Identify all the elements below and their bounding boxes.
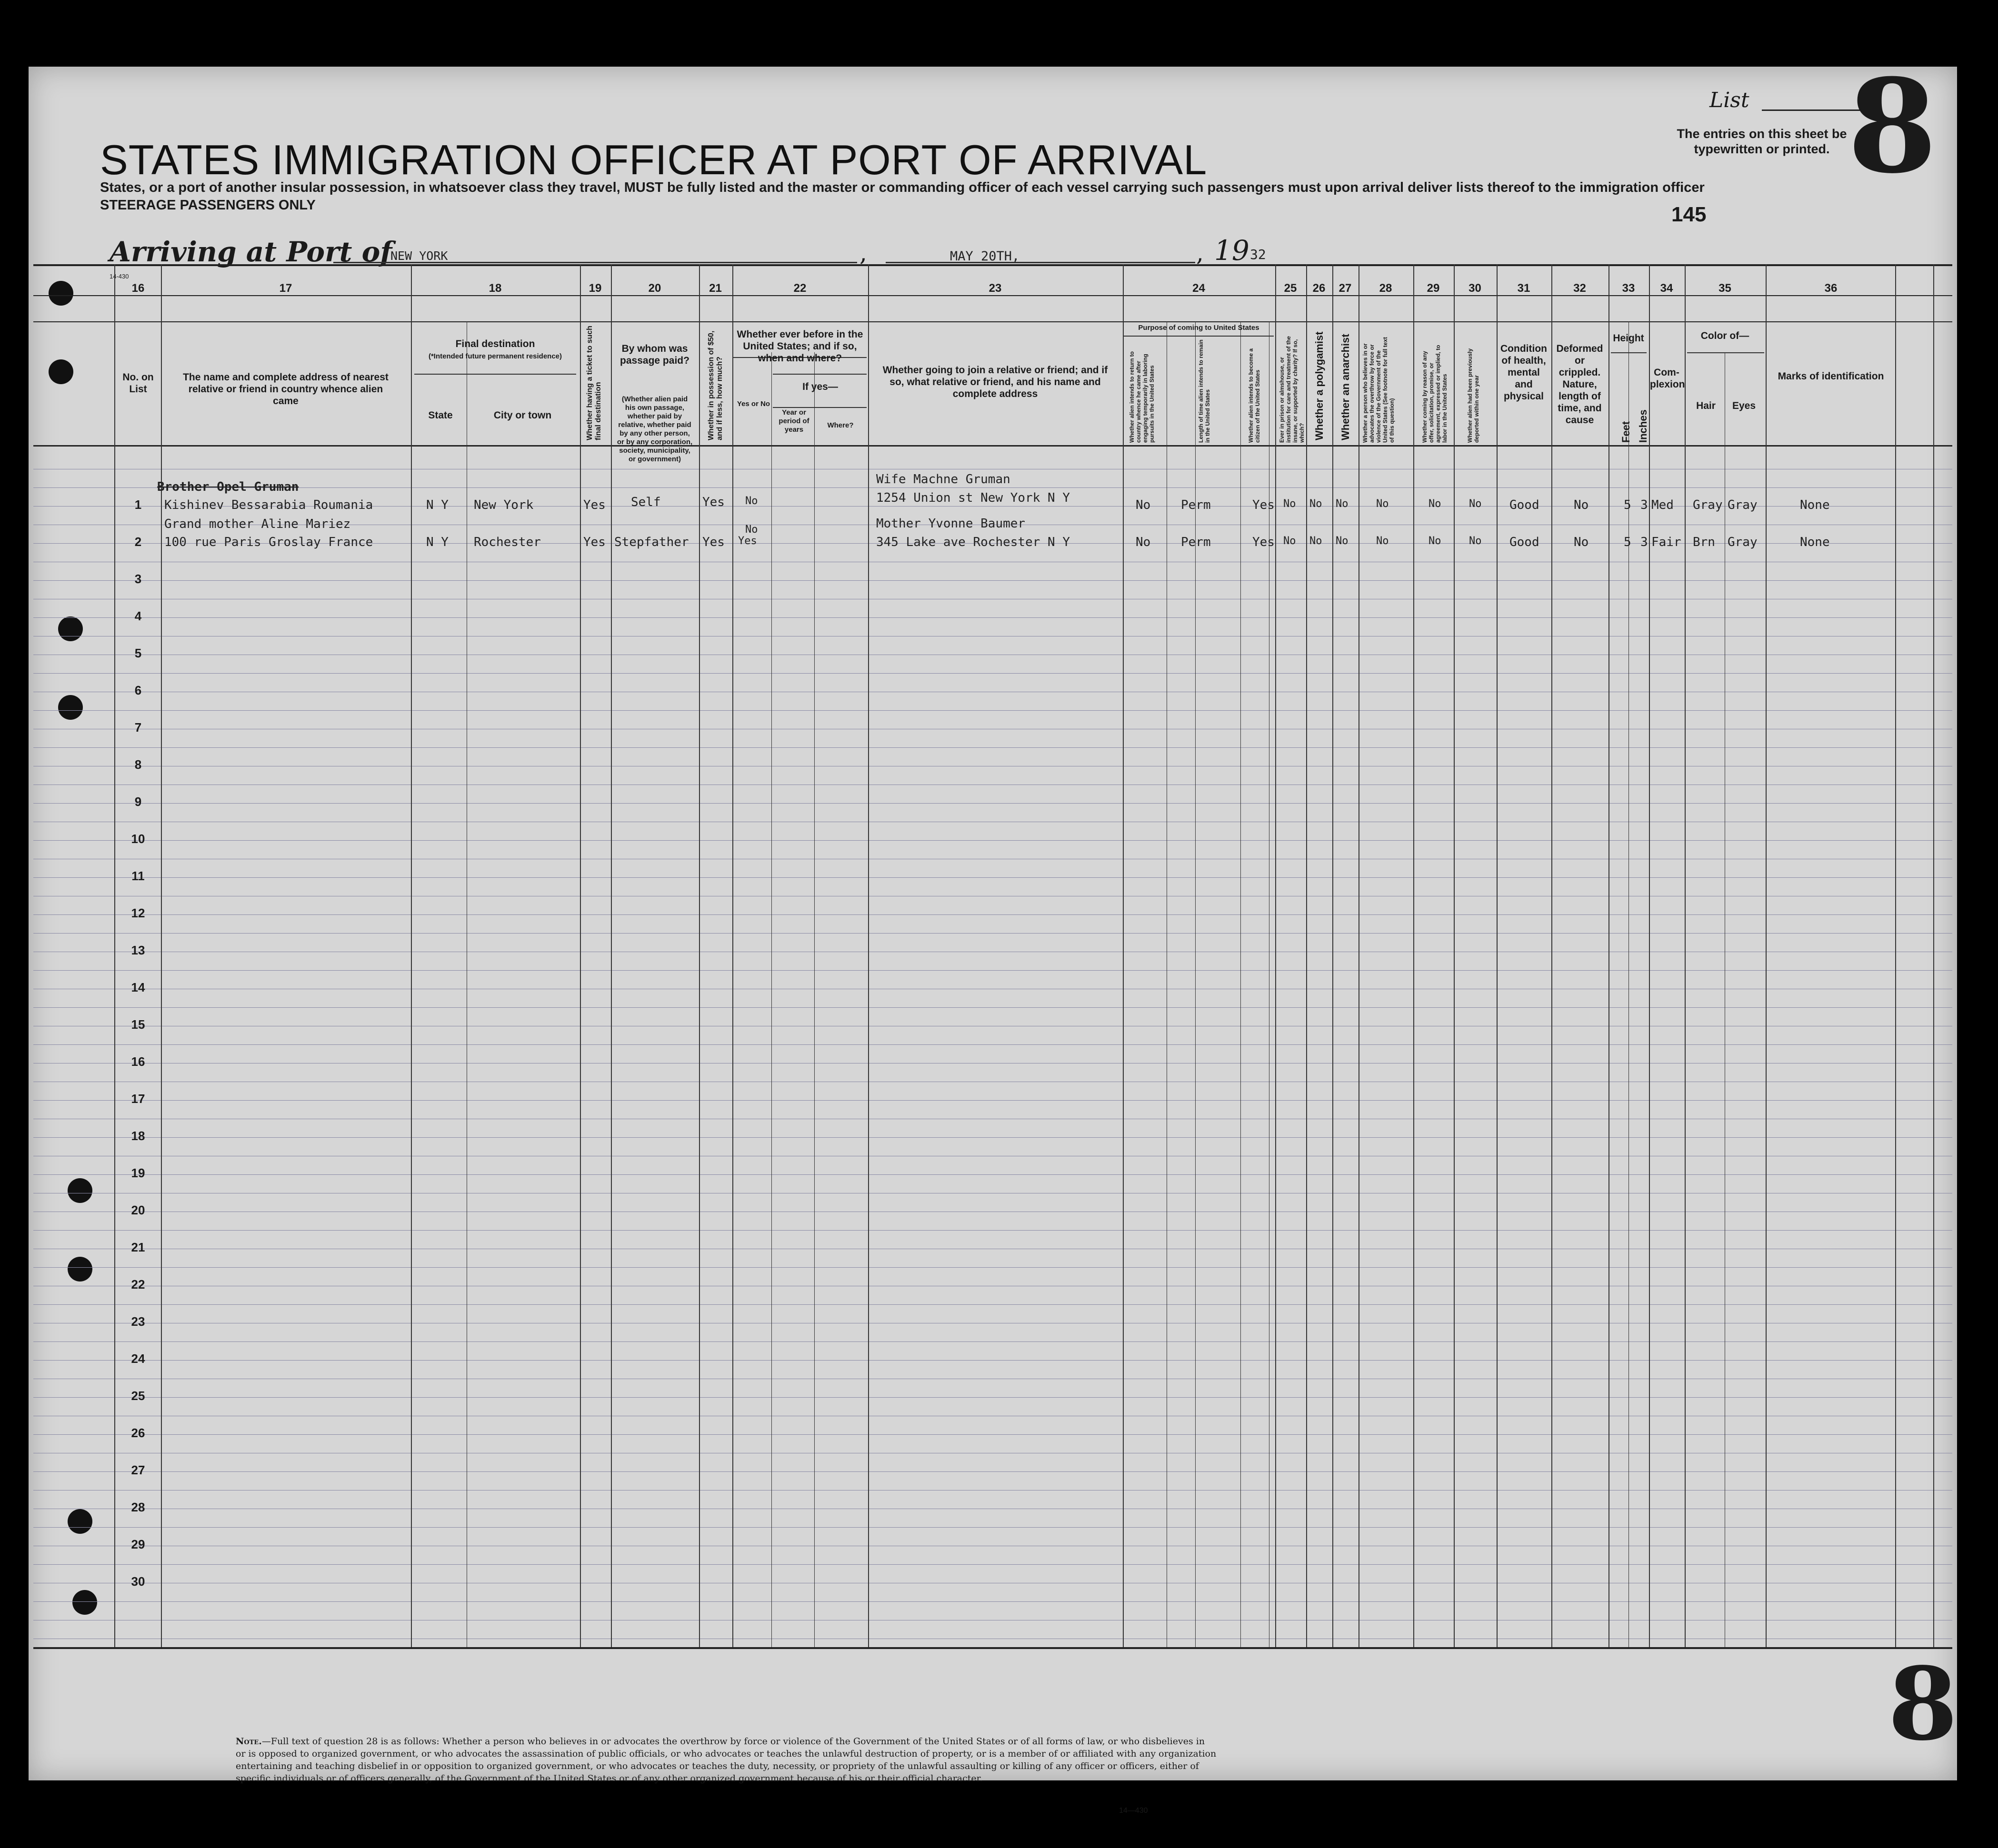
column-divider [1332, 264, 1333, 1647]
footnote-text: —Full text of question 28 is as follows: Whether a person who believes in or advocates the overthrow by force or violence of the Government of the United States or of all forms of law, or who disbelieves in or is opposed to organized government, or who advocates the assassination of public officials, or who advocates or teaches the unlawful destruction of property, or is a member of or affiliated with any organization entertaining and teaching disbelief in or opposition to organized government, or who advocates or teaches the duty, necessity, or propriety of the unlawful assaulting or killing of any officer or officers, either of specific individuals or of officers generally, of the Government of the United States or of any other organized government because of his or their official character. [236, 1736, 1217, 1784]
ruled-line [33, 710, 1952, 711]
header-ticket: Whether having a ticket to such final destination [586, 326, 602, 440]
row-number: 17 [131, 1092, 145, 1106]
header-where: Where? [827, 421, 854, 429]
ruled-line [33, 1564, 1952, 1565]
entry-2-return: No [1136, 535, 1151, 549]
entry-1-eyes: Gray [1728, 498, 1758, 512]
column-divider [1551, 264, 1552, 1647]
column-divider [1895, 264, 1896, 1647]
header-marks: Marks of identification [1778, 371, 1884, 382]
entry-1-join-name: Wife Machne Gruman [876, 472, 1010, 487]
table-top-border [33, 264, 1952, 266]
col-number: 25 [1284, 282, 1297, 295]
form-instructions: States, or a port of another insular possession, in whatsoever class they travel, MUST be fully listed and the master or commanding officer of each vessel carrying such passengers must upon arrival deliver lists thereof to the immigration officer [100, 180, 1705, 195]
sub-column-divider [814, 352, 815, 1647]
header-color-of: Color of— [1700, 330, 1749, 341]
ruled-line [33, 877, 1952, 878]
date-line [886, 262, 1195, 263]
entry-1-health: Good [1509, 498, 1539, 512]
header-state: State [428, 410, 453, 421]
entry-1-c29: No [1429, 498, 1441, 510]
header-sub-divider [1687, 352, 1764, 353]
entry-2-state: N Y [426, 535, 449, 549]
row-number: 7 [134, 720, 142, 735]
header-year: Year or period of years [779, 408, 809, 434]
entry-1-hair: Gray [1693, 498, 1723, 512]
row-number: 11 [131, 869, 145, 883]
row-number: 22 [131, 1277, 145, 1292]
ruled-line [33, 1044, 1952, 1045]
table-bottom-border [33, 1647, 1952, 1649]
sub-column-divider [1240, 321, 1241, 1647]
header-before-in-us: Whether ever before in the United States; and if so, when and where? [737, 329, 863, 364]
entry-2-c28: No [1376, 535, 1389, 547]
entry-2-c30: No [1469, 535, 1482, 547]
col-number: 21 [709, 282, 722, 295]
header-prison: Ever in prison or almshouse, or institution for care and treatment of the insane, or supported by charity? If so, which? [1279, 336, 1305, 443]
ruled-line [33, 580, 1952, 581]
entry-2-inches: 3 [1640, 535, 1648, 549]
header-overthrow: Whether a person who believes in or advocates the overthrow by force or violence of the Government of the United States (See footnote for full text of this question) [1362, 337, 1395, 443]
entry-2-complexion: Fair [1651, 535, 1681, 549]
header-height: Height [1613, 333, 1644, 344]
row-number: 13 [131, 943, 145, 957]
ruled-line [33, 1434, 1952, 1435]
ruled-line [33, 1007, 1952, 1008]
header-city: City or town [493, 410, 552, 421]
ruled-line [33, 970, 1952, 971]
col-number: 20 [648, 282, 661, 295]
header-length: Length of time alien intends to remain in the United States [1198, 339, 1211, 443]
row-number: 3 [134, 572, 142, 586]
column-divider [1685, 264, 1686, 1647]
header-join-relative: Whether going to join a relative or friend; and if so, what relative or friend, and his name and complete address [882, 365, 1108, 399]
entry-2-money: Yes [702, 535, 725, 549]
entry-1-state: N Y [426, 498, 449, 512]
entry-1-deformed: No [1574, 498, 1589, 512]
column-divider [161, 264, 162, 1647]
row-number: 23 [131, 1314, 145, 1329]
header-yes-no: Yes or No [737, 400, 770, 408]
header-sub-divider [414, 374, 576, 375]
row-number: 18 [131, 1129, 145, 1143]
entry-2-eyes: Gray [1728, 535, 1758, 549]
col-number: 23 [989, 282, 1002, 295]
col-number: 24 [1192, 282, 1205, 295]
row-number: 20 [131, 1203, 145, 1217]
header-deformed: Deformed or crippled. Nature, length of time, and cause [1556, 343, 1603, 426]
header-relative-address: The name and complete address of nearest relative or friend in country whence alien came [183, 372, 389, 407]
col-number: 22 [793, 282, 807, 295]
entry-2-c29: No [1429, 535, 1441, 547]
col-number: 32 [1573, 282, 1586, 295]
column-divider [1306, 264, 1307, 1647]
header-sub-divider [773, 407, 867, 408]
col-number: 35 [1718, 282, 1731, 295]
column-divider [1275, 264, 1276, 1647]
col-number: 26 [1312, 282, 1326, 295]
entry-2-c25: No [1283, 535, 1296, 547]
header-bottom-border [33, 445, 1952, 447]
header-purpose: Purpose of coming to United States [1138, 324, 1259, 332]
entry-1-before: No [745, 495, 758, 507]
entry-1-c26: No [1309, 498, 1322, 510]
column-divider [611, 264, 612, 1647]
footnote [236, 1735, 1217, 1785]
header-polygamist: Whether a polygamist [1313, 331, 1325, 440]
entry-1-money: Yes [702, 495, 725, 509]
ruled-line [33, 1341, 1952, 1342]
ruled-line [33, 1174, 1952, 1175]
punch-hole [58, 695, 83, 720]
column-divider [580, 264, 581, 1647]
punch-hole [68, 1509, 92, 1534]
col-number: 28 [1379, 282, 1392, 295]
col-number: 18 [489, 282, 502, 295]
header-final-destination: Final destination [455, 338, 535, 349]
ruled-line [33, 1397, 1952, 1398]
col-number: 27 [1339, 282, 1352, 295]
entries-note: The entries on this sheet be typewritten or printed. [1677, 127, 1847, 156]
column-divider [1766, 264, 1767, 1647]
header-health: Condition of health, mental and physical [1500, 343, 1547, 402]
row-number: 28 [131, 1500, 145, 1514]
punch-hole [58, 616, 83, 641]
list-label: List [1709, 88, 1749, 112]
ruled-line [33, 617, 1952, 618]
entry-2-before-no: No [745, 524, 758, 536]
column-divider [1933, 264, 1934, 1647]
entry-1-marks: None [1800, 498, 1830, 512]
row-number: 15 [131, 1017, 145, 1032]
entry-1-c30: No [1469, 498, 1482, 510]
column-divider [1497, 264, 1498, 1647]
entry-2-feet: 5 [1624, 535, 1631, 549]
column-divider [732, 264, 733, 1647]
sub-column-divider [1628, 321, 1629, 1647]
col-number: 30 [1469, 282, 1481, 295]
ruled-line [33, 933, 1952, 934]
row-number: 19 [131, 1166, 145, 1180]
year-prefix: 19 [1214, 234, 1249, 267]
entry-1-relative-struck: Brother Opel Gruman [157, 480, 299, 494]
row-number: 12 [131, 906, 145, 920]
ruled-line [33, 1360, 1952, 1361]
row-number: 14 [131, 980, 145, 994]
header-anarchist: Whether an anarchist [1339, 334, 1351, 440]
col-number: 17 [279, 282, 292, 295]
ruled-line [33, 914, 1952, 915]
sheet-number: 145 [1671, 203, 1707, 226]
punch-hole [72, 1590, 97, 1615]
entry-1-complexion: Med [1651, 498, 1674, 512]
entry-1-relative-address: Kishinev Bessarabia Roumania [164, 498, 373, 512]
row-number: 27 [131, 1463, 145, 1477]
column-divider [114, 264, 115, 1647]
header-deported: Whether alien had been previously deported within one year [1467, 348, 1480, 443]
entry-1-citizen: Yes [1252, 498, 1275, 512]
ruled-line [33, 1304, 1952, 1305]
header-hair: Hair [1696, 400, 1716, 411]
row-number: 4 [134, 609, 142, 623]
entry-1-c27: No [1336, 498, 1349, 510]
entry-1-return: No [1136, 498, 1151, 512]
header-sub-divider [773, 374, 867, 375]
row-number: 30 [131, 1574, 145, 1589]
punch-hole [68, 1257, 92, 1282]
row-number: 25 [131, 1389, 145, 1403]
form-code: 14—430 [1119, 1807, 1148, 1815]
ruled-line [33, 1137, 1952, 1138]
ruled-line [33, 673, 1952, 674]
header-inches: Inches [1637, 409, 1649, 443]
manifest-sheet: STATES IMMIGRATION OFFICER AT PORT OF ARRIVAL States, or a port of another insular possession, in whatsoever class they travel, MUST be fully listed and the master or commanding officer of each vessel carrying such passengers must upon arrival deliver lists thereof to the immigration officer STEERAGE PASSENGERS ONLY List The entries on this sheet be typewritten or printed. 8 145 Arriving at Port of NEW YORK , MAY 20TH, , 19 32 14-430 16 17 18 19 20 21 22 23 24 25 26 27 28 29 30 31 32 33 34 35 36 No. on List The name and complete address of nearest relative or friend in country whence alien came Final destination (*Intended future permanent residence) State City or town Whether having a ticket to such final destination By whom was passage paid? (Whether alien paid his own passage, whether paid by relative, whether paid by any other person, or by any corporation, society, municipality, or government) Whether in possession of $50, and if less, how much? Whether ever before in the United States; and if so, when and where? Yes or No If yes— Year or period of years Where? Whether going to join a relative or friend; and if so, what relative or friend, and his name and complete address Purpose of coming to United States Whether alien intends to return to country whence he came after engaging temporarily in laboring pursuits in the United States Length of time alien intends to remain in the United States Whether alien intends to become a citizen of the United States Ever in prison or almshouse, or institution for care and treatment of the insane, or supported by charity? If so, which? Whether a polygamist Whether an anarchist Whether a person who believes in or advocates the overthrow by force or violence of the Government of the United States (See footnote for full text of this question) Whether coming by reason of any offer, solicitation, promise, or agreement, expressed or implied, to labor in the United States Whether alien had been previously deported within one year Condition of health, mental and physical Deformed or crippled. Nature, length of time, and cause Height Feet Inches Com- plexion Color of— Hair Eyes Marks of identification 1 2 3 4 5 6 7 8 9 10 11 12 13 14 15 16 17 18 19 20 21 22 23 24 25 26 27 28 29 30 Brother Opel Gruman Kishinev Bessarabia Roumania N Y New York Yes Self Yes No Wife Machne Gruman 1254 Union st New York N Y Grand mother Aline Mariez 100 rue Paris Groslay France N Y Rochester Yes Stepfather Yes No Yes Mother Yvonne Baumer 345 Lake ave Rochester N Y No Perm Yes No No No No No No Good No 5 3 Med Gray Gray None No Perm Yes No No No No No No Good No 5 3 Fair Brn Gray None Note.—Full text of question 28 is as follows: Whether a person who believes in or advocates the overthrow by force or violence of the Government of the United States or of all forms of law, or who disbelieves in or is opposed to organized government, or who advocates the assassination of public officials, or who advocates or teaches the unlawful destruction of property, or is a member of or affiliated with any organization entertaining and teaching disbelief in or opposition to organized government, or who advocates or teaches the duty, necessity, or propriety of the unlawful assaulting or killing of any officer or officers, either of specific individuals or of officers generally, of the Government of the United States or of any other organized government because of his or their official character. 14—430 8 [29, 67, 1957, 1780]
ruled-line [33, 487, 1952, 488]
year-suffix: 32 [1250, 247, 1266, 262]
form-title: STATES IMMIGRATION OFFICER AT PORT OF ARRIVAL [100, 136, 1208, 183]
entry-1-join-address: 1254 Union st New York N Y [876, 491, 1070, 505]
header-labor-offer: Whether coming by reason of any offer, solicitation, promise, or agreement, expressed or implied, to labor in the United States [1421, 345, 1448, 443]
row-number: 16 [131, 1054, 145, 1069]
sub-column-divider [1195, 321, 1196, 1647]
header-if-yes: If yes— [802, 381, 838, 392]
header-eyes: Eyes [1732, 400, 1756, 411]
entry-1-inches: 3 [1640, 498, 1648, 512]
column-number-divider [33, 295, 1952, 296]
ruled-line [33, 1527, 1952, 1528]
entry-2-city: Rochester [474, 535, 541, 549]
entry-2-before: Yes [738, 535, 757, 547]
form-mark: 14-430 [110, 273, 129, 280]
header-return: Whether alien intends to return to country whence he came after engaging temporarily in laboring pursuits in the United States [1129, 351, 1155, 443]
row-number: 5 [134, 646, 142, 660]
entry-2-deformed: No [1574, 535, 1589, 549]
row-number: 9 [134, 795, 142, 809]
header-final-destination-note: (*Intended future permanent residence) [428, 352, 562, 360]
footer-list-number: 8 [1888, 1645, 1958, 1763]
header-complexion: Com- plexion [1650, 367, 1685, 390]
col-number: 16 [131, 282, 145, 295]
punch-hole [49, 281, 73, 306]
column-divider [699, 264, 700, 1647]
entry-2-paid-by: Stepfather [614, 535, 689, 549]
punch-hole [68, 1178, 92, 1203]
sub-column-divider [771, 352, 772, 1647]
row-number: 29 [131, 1537, 145, 1551]
header-feet: Feet [1620, 421, 1632, 443]
ruled-line [33, 747, 1952, 748]
row-number: 26 [131, 1426, 145, 1440]
column-divider [1649, 264, 1650, 1647]
column-divider [1454, 264, 1455, 1647]
arrival-date: MAY 20TH, [950, 249, 1020, 264]
entry-2-c27: No [1336, 535, 1349, 547]
entry-1-c28: No [1376, 498, 1389, 510]
entry-2-relative-name: Grand mother Aline Mariez [164, 517, 351, 531]
col-number: 31 [1517, 282, 1530, 295]
port-name: NEW YORK [390, 249, 448, 263]
row-number: 24 [131, 1351, 145, 1366]
ruled-line [33, 1471, 1952, 1472]
entry-2-citizen: Yes [1252, 535, 1275, 549]
entry-1-c25: No [1283, 498, 1296, 510]
entry-2-marks: None [1800, 535, 1830, 549]
header-fifty-dollars: Whether in possession of $50, and if less, how much? [707, 330, 724, 440]
ruled-line [33, 1601, 1952, 1602]
row-number: 21 [131, 1240, 145, 1254]
row-number: 2 [134, 535, 142, 549]
col-number: 29 [1427, 282, 1440, 295]
entry-1-paid-by: Self [631, 495, 661, 509]
row-number: 6 [134, 683, 142, 697]
col-number: 33 [1622, 282, 1635, 295]
row-number: 8 [134, 757, 142, 772]
column-divider [1123, 264, 1124, 1647]
column-divider [1413, 264, 1414, 1647]
footnote-label: Note. [236, 1736, 262, 1747]
arriving-label: Arriving at Port of [110, 236, 392, 268]
entry-2-c26: No [1309, 535, 1322, 547]
ruled-line [33, 803, 1952, 804]
col-number: 19 [589, 282, 602, 295]
col-number: 34 [1660, 282, 1673, 295]
entry-2-join-address: 345 Lake ave Rochester N Y [876, 535, 1070, 549]
header-citizen: Whether alien intends to become a citizen of the United States [1248, 348, 1261, 443]
col-number: 36 [1824, 282, 1838, 295]
entry-1-city: New York [474, 498, 534, 512]
header-sub-divider [1611, 352, 1647, 353]
entry-1-feet: 5 [1624, 498, 1631, 512]
entry-2-length: Perm [1181, 535, 1211, 549]
entry-1-ticket: Yes [583, 498, 606, 512]
ruled-line [33, 1230, 1952, 1231]
header-passage-note: (Whether alien paid his own passage, whether paid by relative, whether paid by any other person, or by any corporation, society, municipality, or government) [617, 395, 693, 463]
entry-2-ticket: Yes [583, 535, 606, 549]
entry-2-health: Good [1509, 535, 1539, 549]
ruled-line [33, 1267, 1952, 1268]
entry-2-hair: Brn [1693, 535, 1715, 549]
header-no-on-list: No. on List [122, 372, 154, 395]
entry-2-join-name: Mother Yvonne Baumer [876, 517, 1026, 531]
column-divider [868, 264, 869, 1647]
row-number: 10 [131, 832, 145, 846]
entry-2-relative-address: 100 rue Paris Groslay France [164, 535, 373, 549]
header-passage-paid: By whom was passage paid? [620, 343, 689, 366]
row-number: 1 [134, 497, 142, 512]
list-number: 8 [1848, 50, 1937, 202]
column-divider [411, 264, 412, 1647]
column-divider [1608, 264, 1609, 1647]
header-divider [33, 321, 1952, 322]
punch-hole [49, 359, 73, 384]
passenger-class: STEERAGE PASSENGERS ONLY [100, 198, 316, 213]
ruled-line [33, 1100, 1952, 1101]
ruled-line [33, 840, 1952, 841]
entry-1-length: Perm [1181, 498, 1211, 512]
